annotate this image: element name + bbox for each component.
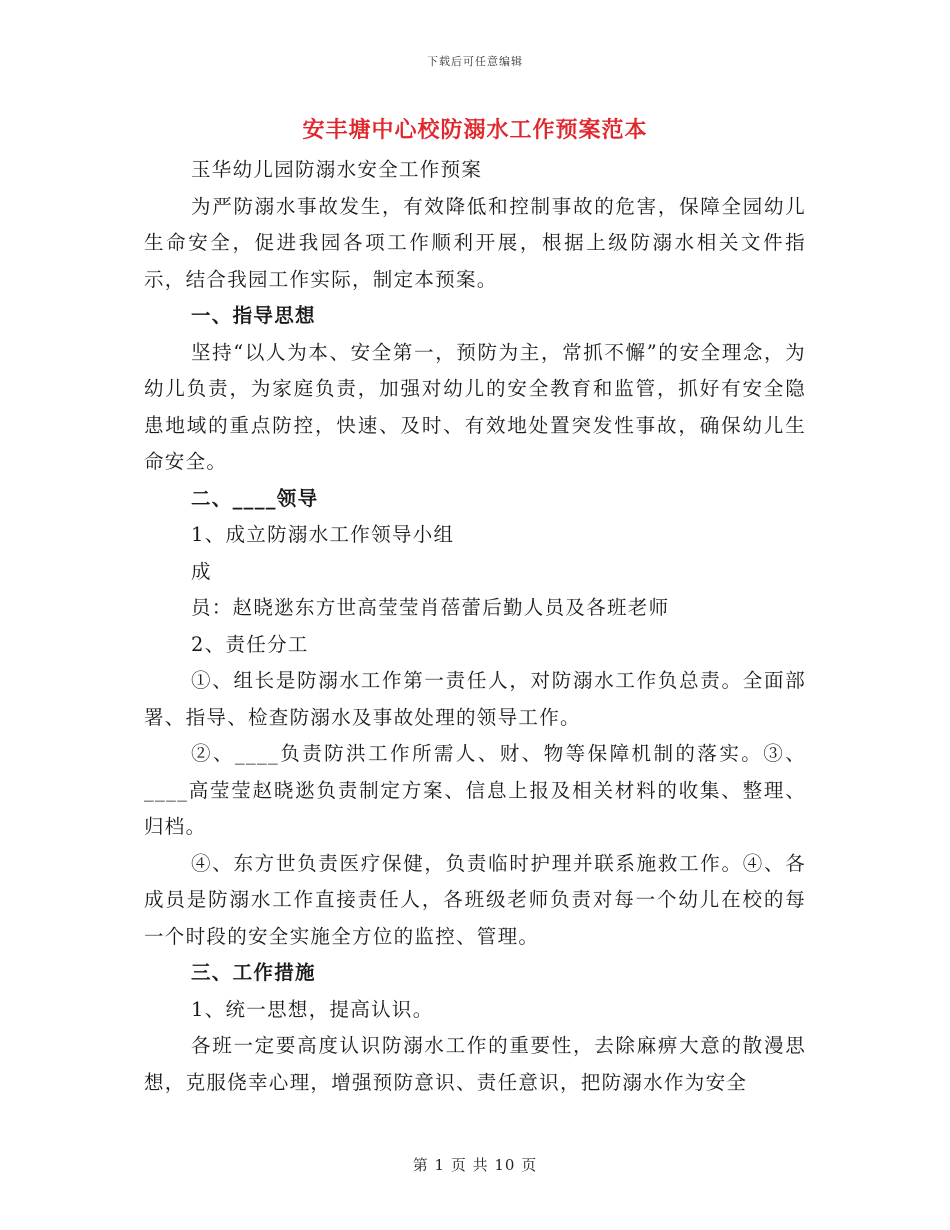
paragraph-guiding-thought: 坚持“以人为本、安全第一，预防为主，常抓不懈”的安全理念，为幼儿负责，为家庭负责，加强对幼儿的安全教育和监管，抓好有安全隐患地域的重点防控，快速、及时、有效地处置突发性事故，确保幼儿生命安全。 (144, 340, 806, 473)
paragraph-members: 员：赵晓逖东方世高莹莹肖蓓蕾后勤人员及各班老师 (191, 596, 670, 619)
paragraph-subtitle: 玉华幼儿园防溺水安全工作预案 (191, 158, 483, 181)
paragraph-duty-1: ①、组长是防溺水工作第一责任人，对防溺水工作负总责。全面部署、指导、检查防溺水及事故处理的领导工作。 (144, 669, 806, 729)
section-heading-guiding-thought: 一、指导思想 (191, 304, 316, 327)
paragraph-intro: 为严防溺水事故发生，有效降低和控制事故的危害，保障全园幼儿生命安全，促进我园各项工作顺利开展，根据上级防溺水相关文件指示，结合我园工作实际，制定本预案。 (144, 194, 806, 291)
document-title: 安丰塘中心校防溺水工作预案范本 (302, 117, 648, 143)
section-heading-measures: 三、工作措施 (191, 961, 316, 984)
paragraph-duty-4: ④、东方世负责医疗保健，负责临时护理并联系施救工作。④、各成员是防溺水工作直接责任人，各班级老师负责对每一个幼儿在校的每一个时段的安全实施全方位的监控、管理。 (144, 851, 806, 948)
section-heading-leadership: 二、____领导 (191, 486, 319, 510)
paragraph-measure-1-body: 各班一定要高度认识防溺水工作的重要性，去除麻痹大意的散漫思想，克服侥幸心理，增强预防意识、责任意识，把防溺水作为安全 (144, 1034, 806, 1094)
paragraph-measure-1: 1、统一思想，提高认识。 (191, 997, 434, 1021)
paragraph-duty-2: ②、____负责防洪工作所需人、财、物等保障机制的落实。③、____高莹莹赵晓逖负责制定方案、信息上报及相关材料的收集、整理、归档。 (144, 742, 806, 838)
page-footer: 第 1 页 共 10 页 (412, 1156, 538, 1174)
document-body (144, 152, 806, 1101)
paragraph-leadership-group: 1、成立防溺水工作领导小组 (191, 523, 455, 546)
header-note: 下载后可任意编辑 (427, 55, 523, 68)
paragraph-division-heading: 2、责任分工 (191, 632, 309, 656)
paragraph-members-label: 成 (191, 559, 212, 583)
